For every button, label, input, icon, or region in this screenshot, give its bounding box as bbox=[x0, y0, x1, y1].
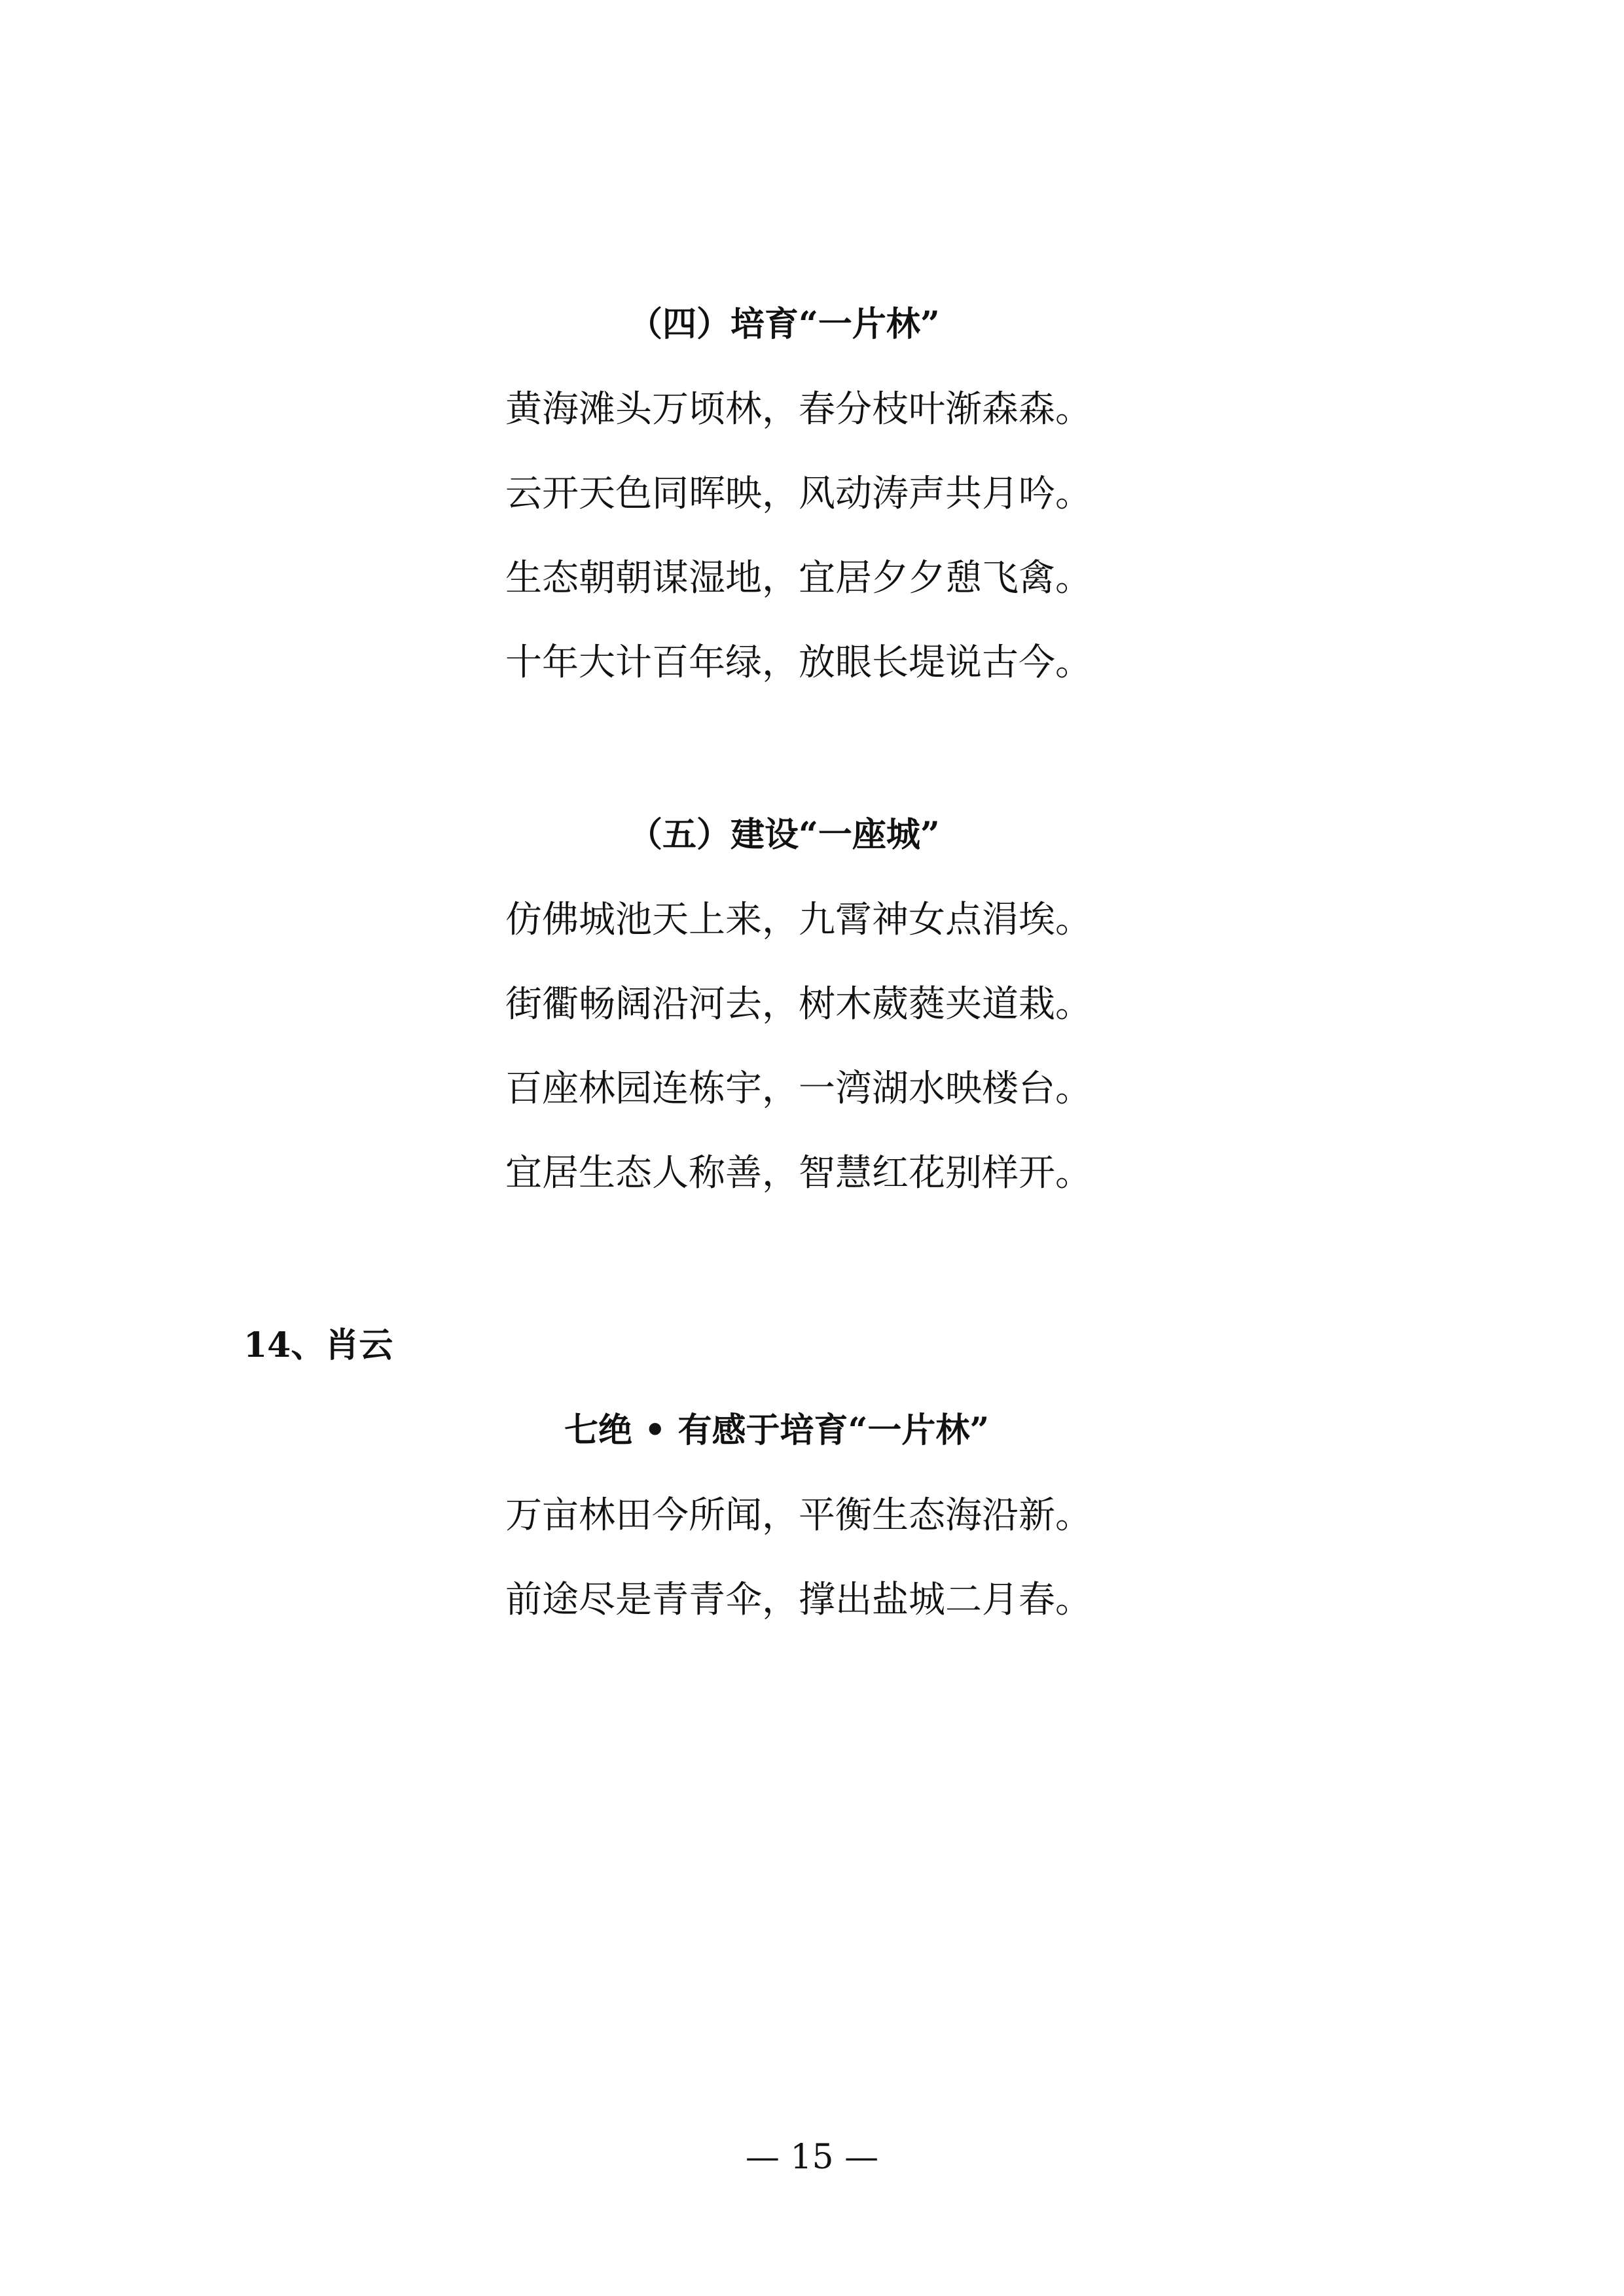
poem-line: 十年大计百年绿，放眼长堤说古今。 bbox=[505, 641, 1092, 684]
author-heading: 14、肖云 bbox=[244, 1325, 393, 1365]
poem-line: 百座林园连栋宇，一湾湖水映楼台。 bbox=[505, 1067, 1092, 1110]
poem-line: 云开天色同晖映，风动涛声共月吟。 bbox=[505, 473, 1092, 515]
section-title-four: （四）培育“一片林” bbox=[628, 304, 940, 344]
poem-line: 街衢畅阔沿河去，树木葳蕤夹道栽。 bbox=[505, 983, 1092, 1026]
page-number: — 15 — bbox=[745, 2138, 879, 2177]
poem-line: 仿佛城池天上来，九霄神女点涓埃。 bbox=[505, 899, 1092, 941]
poem-line: 宜居生态人称善，智慧红花别样开。 bbox=[505, 1152, 1092, 1194]
poem-title: 七绝 • 有感于培育“一片林” bbox=[564, 1410, 990, 1450]
poem-line: 黄海滩头万顷林，春分枝叶渐森森。 bbox=[505, 388, 1092, 431]
section-title-five: （五）建设“一座城” bbox=[628, 815, 940, 855]
poem-line: 万亩林田今所闻，平衡生态海沿新。 bbox=[505, 1494, 1092, 1537]
poem-line: 生态朝朝谋湿地，宜居夕夕憩飞禽。 bbox=[505, 557, 1092, 600]
poem-line: 前途尽是青青伞，撑出盐城二月春。 bbox=[505, 1579, 1092, 1621]
